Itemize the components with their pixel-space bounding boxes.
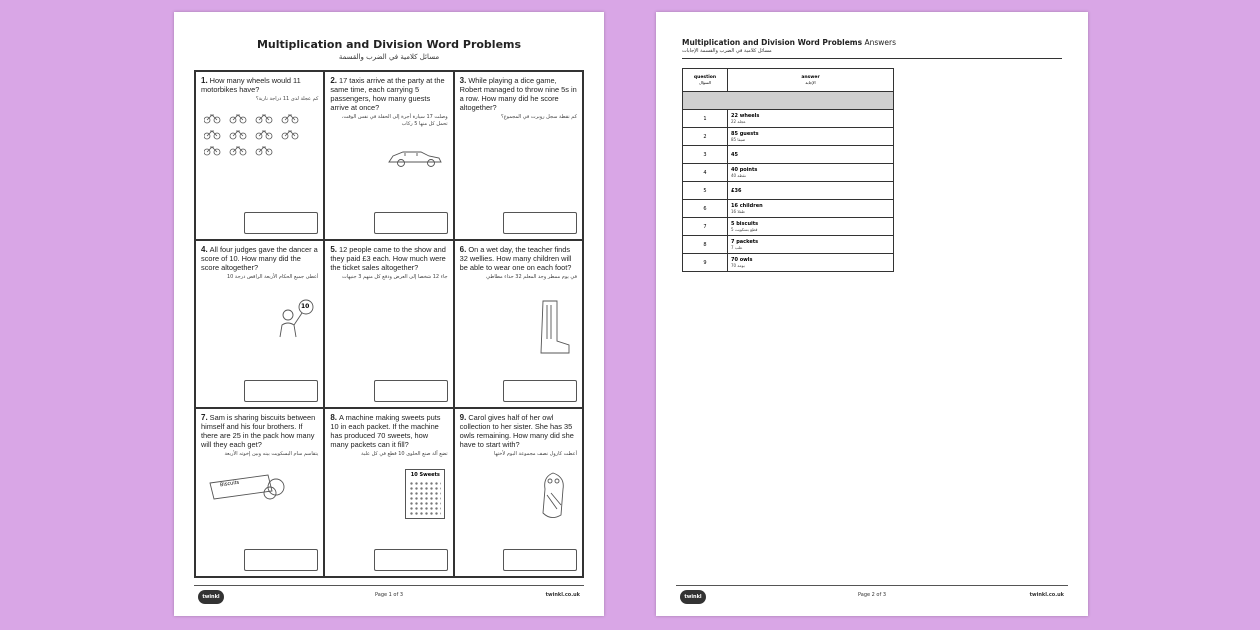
biscuits-label: Biscuits [219, 480, 240, 489]
question-text: A machine making sweets puts 10 in each packet. If the machine has produced 70 sweets, how many packets can it fill? [330, 413, 441, 450]
answer-box-9[interactable] [503, 549, 577, 571]
question-text-arabic: في يوم ممطر وجد المعلم 32 حذاء مطاطي [486, 273, 577, 280]
site-url: twinkl.co.uk [1029, 592, 1064, 598]
question-cell-7 [195, 408, 324, 577]
question-text: 17 taxis arrive at the party at the same time, each carrying 5 passengers, how many guests arrive at once? [330, 76, 445, 112]
question-text: Sam is sharing biscuits between himself and his four brothers. If there are 25 in the pack how many will they each get? [201, 413, 316, 450]
question-number: 7. [201, 413, 208, 423]
question-column-header: question السؤال [683, 69, 728, 92]
answer-box-4[interactable] [244, 380, 318, 402]
table-row: 6 16 children 16 طفلا [683, 200, 894, 218]
question-number: 8. [330, 413, 337, 423]
answer-box-7[interactable] [244, 549, 318, 571]
question-cell-4 [195, 240, 324, 409]
answers-title-main: Multiplication and Division Word Problems [682, 38, 863, 47]
answers-page [656, 12, 1088, 616]
question-cell-6 [454, 240, 583, 409]
question-cell-3 [454, 71, 583, 240]
site-url: twinkl.co.uk [545, 592, 580, 598]
question-text: Carol gives half of her owl collection to her sister. She has 35 owls remaining. How many did she have to start with? [459, 413, 574, 450]
worksheet-title-arabic: مسائل كلامية في الضرب والقسمة [338, 53, 440, 61]
question-number: 5. [330, 244, 337, 254]
question-number: 6. [459, 244, 467, 254]
question-grid [194, 70, 584, 578]
answers-title [682, 38, 896, 47]
table-row: 2 85 guests 85 ضيفا [683, 128, 894, 146]
page-number: Page 2 of 3 [857, 592, 887, 598]
answer-box-8[interactable] [374, 549, 448, 571]
table-row: 8 7 packets 7 علب [683, 236, 894, 254]
question-number: 2. [330, 76, 337, 85]
question-cell-2 [324, 71, 453, 240]
owl-illustration [539, 469, 569, 523]
question-text-arabic: وصلت 17 سيارة أجرة إلى الحفلة في نفس الوقت، تحمل كل منها 5 ركاب [341, 114, 448, 127]
question-text: On a wet day, the teacher finds 32 wellies. How many children will be able to wear one on each foot? [459, 244, 572, 272]
answer-key-table [682, 68, 894, 272]
scorecard-number: 10 [301, 302, 310, 310]
question-text-arabic: أعطى جميع الحكام الأربعة الراقص درجة 10 [226, 273, 319, 280]
question-cell-8 [324, 408, 453, 577]
question-text: How many wheels would 11 motorbikes have? [201, 76, 301, 94]
question-number: 4. [201, 244, 208, 254]
sweets-packet-label: 10 Sweets [410, 472, 440, 479]
table-row: 7 5 biscuits 5 قطع بسكويت [683, 218, 894, 236]
answer-table-header [683, 69, 894, 92]
footer-divider [676, 585, 1068, 586]
worksheet-title: Multiplication and Division Word Problems [256, 38, 522, 51]
question-text: While playing a dice game, Robert managed to throw nine 5s in a row. How many did he score altogether? [459, 76, 577, 112]
page-number: Page 1 of 3 [374, 592, 404, 598]
shaded-row [683, 92, 894, 110]
footer-divider [194, 585, 584, 586]
table-row: 3 45 [683, 146, 894, 164]
answers-title-arabic: مسائل كلامية في الضرب والقسمة الإجابات [682, 48, 772, 54]
sweets-dots [409, 481, 441, 515]
question-text-arabic: كم نقطة سجل روبرت في المجموع؟ [501, 114, 577, 120]
taxi-car-illustration [387, 146, 443, 170]
question-cell-9 [454, 408, 583, 577]
answer-box-1[interactable] [244, 212, 318, 234]
question-text-arabic: أعطت كارول نصف مجموعة البوم لأختها [493, 451, 577, 458]
table-row: 9 70 owls 70 بومة [683, 254, 894, 272]
table-row: 5 £36 [683, 182, 894, 200]
question-text: All four judges gave the dancer a score of 10. How many did the score altogether? [201, 244, 318, 272]
worksheet-page [174, 12, 604, 616]
question-number: 1. [201, 76, 208, 85]
title-divider [682, 58, 1062, 59]
question-text-arabic: كم عجلة لدى 11 دراجة نارية؟ [255, 96, 319, 102]
twinkl-logo: twinkl [680, 590, 706, 604]
answer-column-header: answer الإجابة [728, 69, 894, 92]
question-text-arabic: جاء 12 شخصا إلى العرض ودفع كل منهم 3 جنيهات [342, 273, 448, 280]
answers-title-suffix: Answers [862, 38, 896, 47]
answer-box-3[interactable] [503, 212, 577, 234]
answer-box-6[interactable] [503, 380, 577, 402]
answer-box-5[interactable] [374, 380, 448, 402]
question-number: 9. [459, 413, 467, 423]
question-number: 3. [459, 76, 467, 85]
question-cell-5 [324, 240, 453, 409]
answer-box-2[interactable] [374, 212, 448, 234]
question-cell-1 [195, 71, 324, 240]
sweets-packet-illustration [405, 469, 445, 519]
judge-with-scorecard-illustration [276, 297, 316, 341]
motorbikes-illustration [204, 112, 304, 160]
twinkl-logo: twinkl [198, 590, 224, 604]
question-text-arabic: تضع آلة صنع الحلوى 10 قطع في كل علبة [361, 451, 448, 458]
question-text: 12 people came to the show and they paid £3 each. How much were the ticket sales altogether? [330, 244, 446, 272]
table-row: 4 40 points 40 نقطة [683, 164, 894, 182]
question-text-arabic: يتقاسم سام البسكويت بينه وبين إخوته الأربعة [224, 451, 319, 458]
welly-boot-illustration [537, 299, 573, 355]
table-row: 1 22 wheels 22 عجلة [683, 110, 894, 128]
